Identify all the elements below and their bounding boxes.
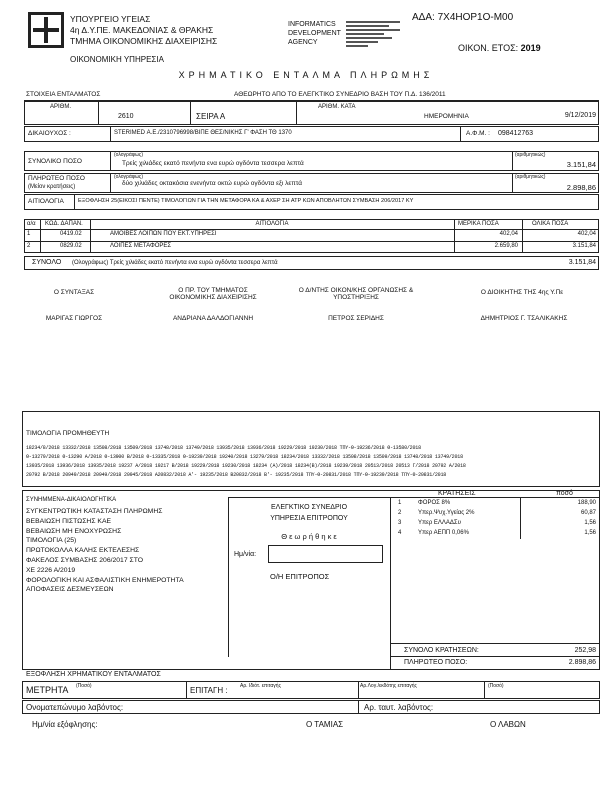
signature-name-4: ΔΗΜΗΤΡΙΟΣ Γ. ΤΣΑΛΙΚΑΚΗΣ xyxy=(480,315,568,322)
fiscal-year xyxy=(458,43,541,53)
attachments-label: ΣΥΝΗΜΜΕΝΑ-ΔΙΚΑΙΟΛΟΓΗΤΙΚΑ xyxy=(26,497,117,503)
items-header-aa: α/α xyxy=(27,221,36,227)
list-item: ΦΟΡΟΛΟΓΙΚΗ ΚΑΙ ΑΣΦΑΛΙΣΤΙΚΗ ΕΝΗΜΕΡΟΤΗΤΑ xyxy=(26,576,184,584)
attachments-list xyxy=(26,507,184,595)
table-row-1-partial: 402,04 xyxy=(499,231,518,237)
table-row-2-reason: ΛΟΙΠΕΣ ΜΕΤΑΦΟΡΕΣ xyxy=(110,243,172,249)
arith-label: ΑΡΙΘΜ. xyxy=(50,104,72,110)
list-item: ΠΡΩΤΟΚΟΛΛΑ ΚΑΛΗΣ ΕΚΤΕΛΕΣΗΣ xyxy=(26,547,140,555)
signature-name-2: ΑΝΔΡΙΑΝΑ ΔΑΛΔΟΓΙΑΝΝΗ xyxy=(172,315,254,322)
deduction-3-amount: 1,56 xyxy=(584,520,596,526)
recipient-name-label: Ονοματεπώνυμο λαβόντος: xyxy=(26,703,124,712)
items-header-reason: ΑΙΤΙΟΛΟΓΙΑ xyxy=(255,221,289,227)
total-words: Τρείς χιλιάδες εκατό πενήντα ενα ευρώ ογδόντα τεσσερα λεπτά xyxy=(122,160,304,167)
list-item: ΧΕ 2226 Α/2019 xyxy=(26,566,76,574)
dev-agency-block: INFORMATICS DEVELOPMENT AGENCY xyxy=(288,21,341,46)
deduction-4-name: Υπερ ΑΕΠΠ 0,06% xyxy=(418,530,469,536)
signature-role-4: Ο ΔΙΟΙΚΗΤΗΣ ΤΗΣ 4ης Υ.Πε xyxy=(480,289,564,296)
deduction-4-amount: 1,56 xyxy=(584,530,596,536)
payable-numbers-tag: (αριθμητικώς) xyxy=(515,174,546,180)
deduction-1-name: ΦΟΡΟΣ 8% xyxy=(418,500,451,506)
table-row-2-aa: 2 xyxy=(27,243,31,249)
audit-court: ΕΛΕΓΚΤΙΚΟ ΣΥΝΕΔΡΙΟ xyxy=(270,504,348,511)
reason-text: ΕΞΟΦΛΗΣΗ 25(ΕΙΚΟΣΙ ΠΕΝΤΕ) ΤΙΜΟΛΟΓΙΩΝ ΓΙΑ ΤΗΝ ΜΕΤΑΦΟΡΑ ΚΑ & ΑΧΕΡ ΣΗ ΑΤΡ ΚΩΝ ΑΠΟΒΛΗΤΩΝ ΣΥΜΒΑΣΗ 206/2017 ΚΥ xyxy=(78,198,414,204)
deductions-total-value: 252,98 xyxy=(574,647,596,654)
elements-label: ΣΤΟΙΧΕΙΑ ΕΝΤΑΛΜΑΤΟΣ xyxy=(26,91,101,98)
invoices-line: Θ-13279/2018 Θ-13290 Α/2018 Θ-13900 Β/2018 Θ-13335/2018 Θ-19239/2018 19240/2018 13279/2018 18234/2018 13332/2018 13508/2018 13509/2018 13748/2018 13749/2018 xyxy=(26,454,463,460)
reason-label: ΑΙΤΙΟΛΟΓΙΑ xyxy=(28,198,64,205)
total-value: 3.151,84 xyxy=(566,160,596,169)
table-row-1-aa: 1 xyxy=(27,231,31,237)
afm-value: 098412763 xyxy=(498,130,534,137)
date-label: ΗΜΕΡΟΜΗΝΙΑ xyxy=(424,113,469,120)
table-row-2-partial: 2.659,80 xyxy=(494,243,518,249)
signature-name-1: ΜΑΡΙΓΑΣ ΓΙΩΡΓΟΣ xyxy=(45,315,103,322)
list-item: ΑΠΟΦΑΣΕΙΣ ΔΕΣΜΕΥΣΕΩΝ xyxy=(26,586,114,594)
ministry-line: ΤΜΗΜΑ ΟΙΚΟΝΟΜΙΚΗΣ ΔΙΑΧΕΙΡΙΣΗΣ xyxy=(70,36,218,46)
cashier-label: Ο ΤΑΜΙΑΣ xyxy=(306,720,344,729)
settlement-payment-row xyxy=(22,681,600,699)
deduction-2-name: Υπερ.Ψυχ.Υγείας 2% xyxy=(418,510,475,516)
items-sum-label: ΣΥΝΟΛΟ xyxy=(32,259,62,266)
invoices-line: 13935/2018 13936/2018 13935/2018 19237 Α/2018 19217 Β/2018 19229/2018 19230/2018 18234 (Α)/2018 18234(Β)/2018 19239/2018 20513/2018 20513 Γ/2018 20792 Α/2018 xyxy=(26,463,466,469)
invoices-line: 18234/8/2018 13332/2018 13508/2018 13509/2018 13748/2018 13749/2018 13935/2018 13936/2018 19229/2018 19230/2018 ΤΠΥ-Θ-19236/2018 Θ-13580/2018 xyxy=(26,445,421,451)
items-header-partial: ΜΕΡΙΚΑ ΠΟΣΑ xyxy=(458,221,499,227)
ministry-logo xyxy=(28,12,64,48)
payable-value: 2.898,86 xyxy=(566,183,596,192)
invoices-line: 20792 Β/2018 20949/2018 20949/2018 20945/2018 Α20832/2018 Α'- 19235/2018 Β20832/2018 Β'- 19235/2018 ΤΠΥ-Θ-20831/2018 ΤΠΥ-Θ-19239/2018 ΤΠΥ-Θ-20831/2018 xyxy=(26,472,447,478)
items-header-total: ΟΛΙΚΑ ΠΟΣΑ xyxy=(532,221,569,227)
deduction-1-no: 1 xyxy=(398,500,402,506)
cash-label: ΜΕΤΡΗΤΑ xyxy=(26,685,69,695)
ids-row xyxy=(24,101,599,125)
deductions-amount-header: ποσό xyxy=(556,490,573,497)
signature-role-2: Ο ΠΡ. ΤΟΥ ΤΜΗΜΑΤΟΣ ΟΙΚΟΝΟΜΙΚΗΣ ΔΙΑΧΕΙΡΙΣΗΣ xyxy=(169,287,257,301)
beneficiary-label: ΔΙΚΑΙΟΥΧΟΣ : xyxy=(28,130,71,137)
signature-role-3: Ο Δ/ΝΤΗΣ ΟΙΚΟΝ/ΚΗΣ ΟΡΓΑΝΩΣΗΣ & ΥΠΟΣΤΗΡΙΞΗΣ xyxy=(298,287,414,301)
deduction-2-amount: 60,87 xyxy=(580,510,596,516)
items-sum-words: (Ολογράφως) Τρείς χιλιάδες εκατό πενήντα ενα ευρώ ογδόντα τεσσερα λεπτά xyxy=(72,260,278,266)
ada-line xyxy=(412,12,513,23)
fiscal-year-label: ΟΙΚΟΝ. ΕΤΟΣ: xyxy=(458,43,519,53)
check-no-note: Αρ.Λογ./εκδότης επιταγής xyxy=(360,683,417,689)
list-item: ΦΑΚΕΛΟΣ ΣΥΜΒΑΣΗΣ 206/2017 ΣΤΟ xyxy=(26,556,144,564)
table-row-1-total: 402,04 xyxy=(577,231,596,237)
audit-approved: Θ ε ω ρ ή θ η κ ε xyxy=(281,532,337,541)
deductions-total-label: ΣΥΝΟΛΟ ΚΡΑΤΗΣΕΩΝ: xyxy=(404,647,479,654)
items-sum-value: 3.151,84 xyxy=(568,259,596,266)
series-label: ΣΕΙΡΑ Α xyxy=(196,112,226,121)
deduction-3-no: 3 xyxy=(398,520,402,526)
total-numbers-tag: (αριθμητικώς) xyxy=(515,152,546,158)
fiscal-year-value: 2019 xyxy=(520,43,541,53)
deduction-3-name: Υπερ ΕΛΛΑΔΣυ xyxy=(418,520,461,526)
table-row-2-code: 0829.02 xyxy=(60,243,82,249)
settlement-title: ΕΞΟΦΛΗΣΗ ΧΡΗΜΑΤΙΚΟΥ ΕΝΤΑΛΜΑΤΟΣ xyxy=(26,671,161,678)
payable-label: ΠΛΗΡΩΤΕΟ ΠΟΣΟ xyxy=(28,175,85,182)
check-note: Αρ. Ιδιότ. επιταγής xyxy=(240,683,281,689)
recipient-id-label: Αρ. ταυτ. λαβόντος: xyxy=(364,703,434,712)
payable-words: δύο χιλιάδες οκτακόσια ενενήντα οκτώ ευρώ ογδόντα εξι λεπτά xyxy=(122,180,303,187)
total-label: ΣΥΝΟΛΙΚΟ ΠΟΣΟ xyxy=(28,158,82,165)
ministry-line: 4η Δ.Υ.ΠΕ. ΜΑΚΕΔΟΝΙΑΣ & ΘΡΑΚΗΣ xyxy=(70,25,214,35)
total-words-tag: (ολογράφως) xyxy=(114,152,144,158)
audit-office: ΥΠΗΡΕΣΙΑ ΕΠΙΤΡΟΠΟΥ xyxy=(270,515,348,522)
ministry-line: ΥΠΟΥΡΓΕΙΟ ΥΓΕΙΑΣ xyxy=(70,14,151,24)
table-row-2-total: 3.151,84 xyxy=(572,243,596,249)
document-title: ΧΡΗΜΑΤΙΚΟ ΕΝΤΑΛΜΑ ΠΛΗΡΩΜΗΣ xyxy=(178,70,434,80)
service-name: ΟΙΚΟΝΟΜΙΚΗ ΥΠΗΡΕΣΙΑ xyxy=(70,55,164,64)
list-item: ΤΙΜΟΛΟΓΙΑ (25) xyxy=(26,537,77,545)
list-item: ΒΕΒΑΙΩΣΗ ΠΙΣΤΩΣΗΣ ΚΑΕ xyxy=(26,517,112,525)
exempt-note: ΑΘΕΩΡΗΤΟ ΑΠΟ ΤΟ ΕΛΕΓΚΤΙΚΟ ΣΥΝΕΔΡΙΟ ΒΑΣΗ ΤΟΥ Π.Δ. 136/2011 xyxy=(234,91,446,98)
signature-name-3: ΠΕΤΡΟΣ ΣΕΡΙΔΗΣ xyxy=(328,315,384,322)
final-payable-value: 2.898,86 xyxy=(568,659,596,666)
items-header-code: ΚΩΔ. ΔΑΠΑΝ. xyxy=(45,221,83,227)
paid-date-label: Ημ/νία εξόφλησης: xyxy=(32,720,98,729)
payable-words-tag: (ολογράφως) xyxy=(114,174,144,180)
cash-note: (Ποσό) xyxy=(76,683,92,689)
afm-label: Α.Φ.Μ. : xyxy=(466,130,490,137)
check-label: ΕΠΙΤΑΓΗ : xyxy=(190,686,228,695)
list-item: ΣΥΓΚΕΝΤΡΩΤΙΚΗ ΚΑΤΑΣΤΑΣΗ ΠΛΗΡΩΜΗΣ xyxy=(26,508,163,515)
date-value: 9/12/2019 xyxy=(564,112,596,119)
ada-label: ΑΔΑ: xyxy=(412,12,435,23)
deduction-1-amount: 188,90 xyxy=(577,500,596,506)
payable-sub: (Μείον κρατήσεις) xyxy=(28,184,76,190)
table-row-1-code: 0419.02 xyxy=(60,231,82,237)
ada-number: 7Χ4ΗΟΡ1Ο-Μ00 xyxy=(437,12,514,23)
final-payable-label: ΠΛΗΡΩΤΕΟ ΠΟΣΟ: xyxy=(404,659,468,666)
beneficiary-value: STERIMED Α.Ε./2310796998/ΒΙΠΕ ΘΕΣ/ΝΙΚΗΣ Γ' ΦΑΣΗ ΤΘ 1370 xyxy=(114,130,292,136)
dev-agency-fineprint xyxy=(346,19,400,49)
receiver-label: Ο ΛΑΒΩΝ xyxy=(490,720,526,729)
list-item: ΒΕΒΑΙΩΣΗ ΜΗ ΕΝΟΧΥΡΩΣΗΣ xyxy=(26,527,122,535)
deductions-header: ΚΡΑΤΗΣΕΙΣ xyxy=(438,490,476,497)
signature-role-1: Ο ΣΥΝΤΑΞΑΣ xyxy=(53,289,95,296)
table-row-1-reason: ΑΜΟΙΒΕΣ ΛΟΙΠΩΝ ΠΟΥ ΕΚΤ.ΥΠΗΡΕΣΙ xyxy=(110,231,217,237)
audit-commissioner: Ο/Η ΕΠΙΤΡΟΠΟΣ xyxy=(270,572,330,581)
audit-date-label: Ημ/νία: xyxy=(234,551,257,558)
deduction-4-no: 4 xyxy=(398,530,402,536)
audit-date-field[interactable] xyxy=(268,545,383,563)
ministry-header xyxy=(70,14,217,47)
arith-value: 2610 xyxy=(118,113,134,120)
deduction-2-no: 2 xyxy=(398,510,402,516)
amount-note: (Ποσό) xyxy=(488,683,504,689)
invoices-label: ΤΙΜΟΛΟΓΙΑ ΠΡΟΜΗΘΕΥΤΗ xyxy=(26,430,110,437)
arith-kata-label: ΑΡΙΘΜ. ΚΑΤΑ xyxy=(318,104,356,110)
